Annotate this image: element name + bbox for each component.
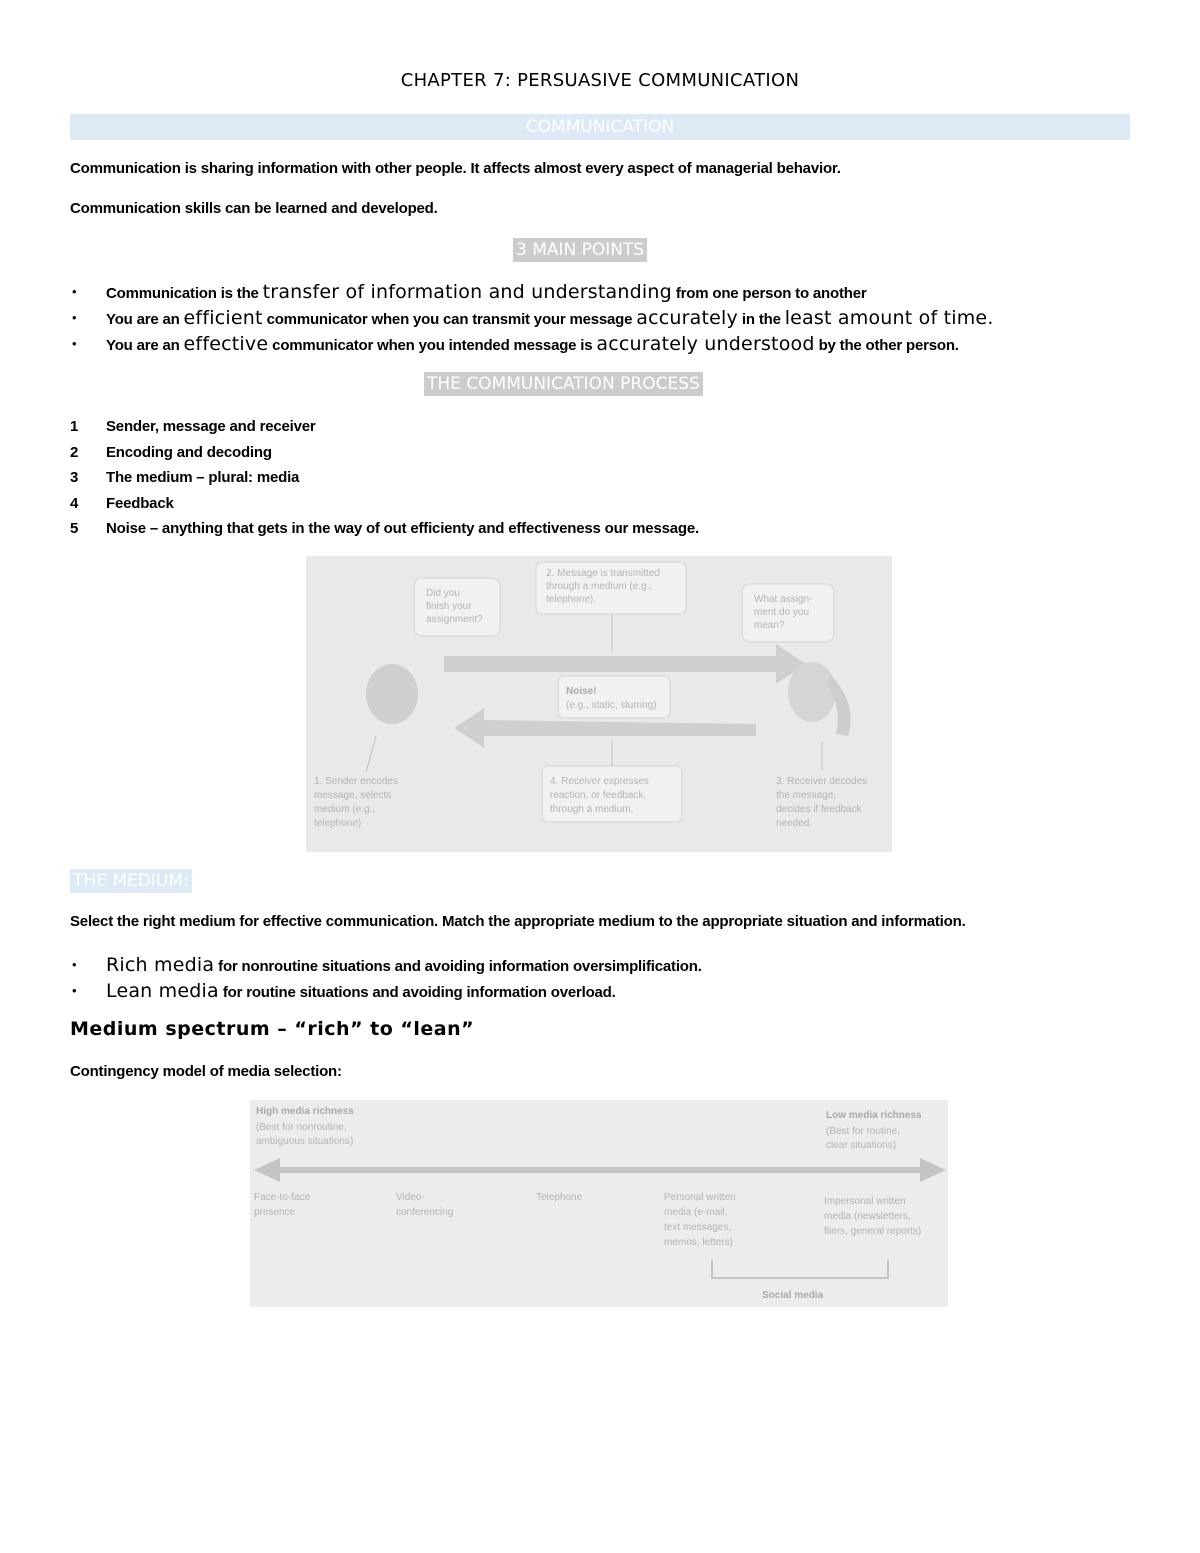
media-list (70, 952, 702, 1004)
medium-personal-written: Personal written (664, 1192, 736, 1203)
medium-video-conferencing: conferencing (396, 1207, 454, 1218)
low-richness-text: (Best for routine, (826, 1126, 900, 1137)
item-number: 2 (70, 443, 79, 461)
feedback-text: through a medium. (550, 804, 634, 815)
social-media-label: Social media (762, 1290, 824, 1301)
bullet-text: for routine situations and avoiding information overload. (218, 984, 616, 1001)
emphasis-text: Lean media (106, 980, 219, 1002)
bubble-right-text: mean? (754, 620, 785, 631)
section-heading-communication: COMMUNICATION (70, 114, 1130, 140)
paragraph-definition: Communication is sharing information with other people. It affects almost every aspect of managerial behavior. (70, 160, 841, 177)
bullet-text: from one person to another (671, 285, 867, 302)
sender-text: 1. Sender encodes (314, 776, 398, 787)
medium-personal-written: text messages, (664, 1222, 732, 1233)
medium-impersonal-written: media (newsletters, (824, 1211, 911, 1222)
list-item (70, 952, 702, 978)
sender-text: message, selects (314, 790, 392, 801)
list-item (70, 279, 994, 305)
receiver-text: 3. Receiver decodes (776, 776, 868, 787)
bullet-icon: • (72, 284, 77, 299)
bullet-icon: • (72, 983, 77, 998)
heading-the-medium: THE MEDIUM: (70, 869, 192, 893)
receiver-text: decides if feedback (776, 804, 862, 815)
list-item (70, 516, 699, 542)
emphasis-text: accurately (636, 307, 738, 329)
bullet-text: in the (737, 311, 785, 328)
item-text: Encoding and decoding (106, 443, 272, 461)
list-item (70, 465, 699, 491)
bubble-right-text: What assign- (754, 594, 813, 605)
medium-personal-written: memos, letters) (664, 1237, 733, 1248)
message-box-text: through a medium (e.g., (546, 581, 653, 592)
item-number: 3 (70, 469, 79, 486)
item-number: 1 (70, 418, 79, 435)
low-richness-title: Low media richness (826, 1110, 922, 1121)
bullet-icon: • (72, 336, 77, 351)
medium-face-to-face: presence (254, 1207, 296, 1218)
media-spectrum-diagram (250, 1100, 948, 1307)
bullet-text: for nonroutine situations and avoiding information oversimplification. (214, 958, 702, 975)
paragraph-medium: Select the right medium for effective communication. Match the appropriate medium to the appropriate situation and information. (70, 913, 966, 930)
main-points-list (70, 279, 994, 357)
bubble-left-text: assignment? (426, 614, 483, 625)
item-text: The medium – plural: media (106, 469, 300, 486)
list-item (70, 440, 699, 466)
sender-text: telephone) (314, 818, 362, 829)
receiver-text: needed. (776, 818, 813, 829)
emphasis-text: transfer of information and understanding (262, 281, 672, 303)
bullet-text: communicator when you can transmit your message (262, 311, 637, 328)
list-item (70, 978, 702, 1004)
heading-communication-process: THE COMMUNICATION PROCESS (424, 372, 703, 396)
low-richness-text: clear situations) (826, 1140, 897, 1151)
list-item (70, 491, 699, 517)
bullet-icon: • (72, 957, 77, 972)
communication-process-figure (306, 556, 892, 852)
emphasis-text: accurately understood (596, 333, 815, 355)
medium-telephone: Telephone (536, 1192, 583, 1203)
medium-impersonal-written: Impersonal written (824, 1196, 906, 1207)
item-text: Sender, message and receiver (106, 418, 316, 435)
heading-medium-spectrum: Medium spectrum – “rich” to “lean” (70, 1018, 475, 1040)
bullet-icon: • (72, 310, 77, 325)
bullet-text: You are an (106, 337, 184, 354)
high-richness-title: High media richness (256, 1106, 354, 1117)
noise-subtitle: (e.g., static, slurring) (566, 700, 657, 711)
process-list (70, 414, 699, 542)
noise-title: Noise! (566, 686, 597, 697)
medium-face-to-face: Face-to-face (254, 1192, 311, 1203)
item-text: Feedback (106, 494, 174, 512)
sender-text: medium (e.g., (314, 804, 376, 815)
bullet-text: communicator when you intended message is (268, 337, 597, 354)
bubble-left-text: finish your (426, 601, 472, 612)
medium-personal-written: media (e-mail, (664, 1207, 728, 1218)
list-item (70, 305, 994, 331)
paragraph-contingency: Contingency model of media selection: (70, 1063, 342, 1080)
item-text: Noise – anything that gets in the way of out efficienty and effectiveness our message. (106, 520, 699, 537)
feedback-text: reaction, or feedback, (550, 790, 647, 801)
high-richness-text: ambiguous situations) (256, 1136, 354, 1147)
list-item (70, 331, 994, 357)
heading-main-points: 3 MAIN POINTS (513, 238, 647, 262)
page-title: CHAPTER 7: PERSUASIVE COMMUNICATION (400, 70, 800, 91)
message-box-text: 2. Message is transmitted (546, 568, 660, 579)
list-item (70, 414, 699, 440)
medium-impersonal-written: fliers, general reports) (824, 1226, 922, 1237)
bubble-left-text: Did you (426, 588, 460, 599)
bubble-right-text: ment do you (754, 607, 810, 618)
item-number: 5 (70, 520, 79, 537)
bullet-text: by the other person. (814, 337, 959, 354)
high-richness-text: (Best for nonroutine, (256, 1122, 347, 1133)
emphasis-text: effective (183, 333, 269, 355)
process-diagram (306, 556, 892, 852)
bullet-text: You are an (106, 311, 184, 328)
receiver-text: the message, (776, 790, 837, 801)
medium-video-conferencing: Video- (396, 1192, 425, 1203)
emphasis-text: least amount of time. (784, 307, 994, 329)
emphasis-text: Rich media (106, 954, 215, 976)
feedback-text: 4. Receiver expresses (550, 776, 649, 787)
message-box-text: telephone). (546, 594, 597, 605)
media-richness-figure (250, 1100, 948, 1307)
noise-box (558, 676, 670, 718)
receiver-head-icon (788, 662, 836, 722)
bullet-text: Communication is the (106, 285, 263, 302)
paragraph-skills: Communication skills can be learned and developed. (70, 200, 438, 217)
item-number: 4 (70, 494, 79, 512)
emphasis-text: efficient (183, 307, 263, 329)
sender-head-icon (366, 664, 418, 724)
